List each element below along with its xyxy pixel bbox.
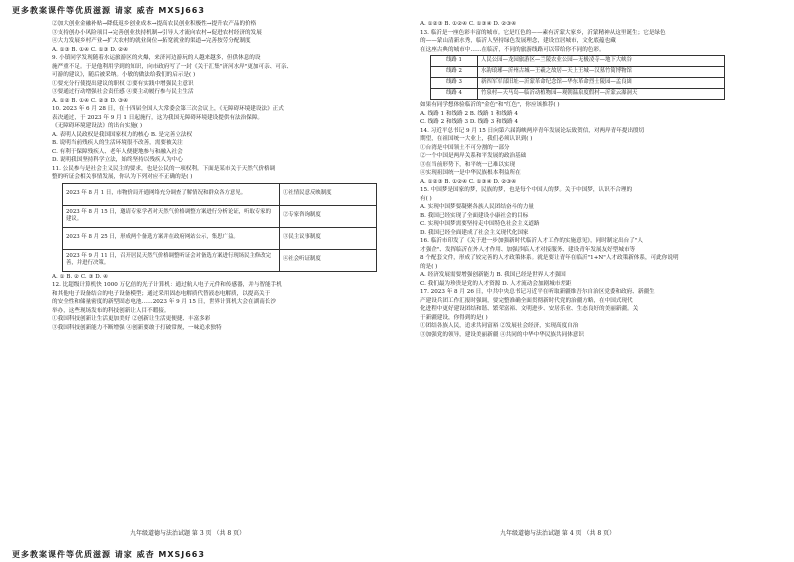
- q9-line: 9. 小镇同学发现随着水运旅游区的火爆，来济河边游玩的人越来越多，但供休息的设: [52, 55, 261, 61]
- q11-line: 11. 公民参与是社会主义民主的要求，也是公民的一项权利。下面是某市关于天然气价格调: [52, 165, 276, 172]
- table-cell: 2023 年 8 月 1 日，市物价局开通网络充分调查了解情况和群众各方意见。: [63, 183, 280, 205]
- q17-line: 于新疆建设，你得到的是( ): [420, 314, 488, 321]
- table-cell: 新四军军部旧址—沂蒙革命纪念馆—华东革命烈士陵园—孟良崮: [478, 78, 725, 89]
- question-8-block: [52, 20, 402, 54]
- question-17-block: [420, 288, 770, 339]
- question-9-block: [52, 54, 402, 105]
- question-15-block: [420, 186, 770, 237]
- q9-options: A. ①② B. ①④ C. ②③ D. ③④: [52, 97, 129, 104]
- table-row: [431, 78, 725, 89]
- table-cell: ②专家咨询制度: [280, 205, 377, 227]
- q8-line: ④大力发展乡村产业→扩大农村的就业岗位→拓宽就业的渠道→完善按劳分配制度: [52, 38, 251, 44]
- q9-line: 施严重不足。于是他利用学到的知识，向市政府写了一封《关于汇集"济河水岸"更加可亲、可亲、: [52, 63, 293, 70]
- q12-line: ③我国科技创新能力不断增强 ④创新要敢于打破常规，一味追求独特: [52, 324, 222, 331]
- q10-option: A. 表明人民政权是我国国家权力的核心 B. 是完善立法权: [52, 131, 193, 138]
- q10-line: 10. 2023 年 6 月 28 日，在十四届全国人大常委会第三次会议上，《无障碍环境建设法》正式: [52, 106, 284, 112]
- q14-line: 期望，在祖国统一大业上，我们必须认识到( ): [420, 136, 533, 142]
- table-row: [63, 227, 377, 249]
- q14-line: 14. 习近平总书记 9 月 15 日向第六届海峡两岸青年发展论坛致贺信，对两岸青年提出殷切: [420, 127, 645, 134]
- q17-line: 产建设兵团工作汇报时强调，要完整准确全面贯彻新时代党的治疆方略，在中国式现代: [420, 297, 633, 304]
- q10-line: 表决通过，于 2023 年 9 月 1 日起施行，这为我国无障碍环境建设提供有法治保障。: [52, 114, 264, 121]
- table-cell: 人民公园—龙园旅游区—兰陵农业公园—无极凌寺—地下大峡谷: [478, 56, 725, 67]
- q12-line: 的安全性和储量密度的新型固态电池……2023 年 9 月 15 日，世界计算机大会在湖南长沙: [52, 299, 276, 305]
- q17-line: 化进程中更好建设团结和谐、繁荣富裕、文明进步、安居乐业、生态良好的美丽新疆。关: [420, 306, 639, 312]
- table-row: [63, 183, 377, 205]
- table-cell: 2023 年 8 月 25 日，形成两个备选方案并在政府网站公示，集思广益。: [63, 227, 280, 249]
- q12-line: 12. 比超级计算机快 1000 万亿倍的光子计算机：通过航人电子元件和传感器，并与智能手机: [52, 282, 282, 288]
- q14-line: ③在当前形势下，和平统一已难以实现: [420, 161, 516, 168]
- question-14-block: [420, 127, 770, 187]
- page-footer-left: 九年级道德与法治试题 第 3 页 （共 8 页）: [130, 530, 246, 537]
- q16-line: 8 个配套文件，形成了较完善的人才政策体系。就是要让青年在临沂"1+N"人才政策新体系，可此你说明: [420, 255, 679, 261]
- q13-line: 的——蒙山清新水秀，临沂人坚持绿色发展理念，建设宜居城市，文化底蕴也藏: [420, 38, 616, 44]
- q11-table: [62, 183, 377, 272]
- question-16-block: [420, 237, 770, 288]
- bottom-banner: 更多教案课件等优质滋源 请家 威杳 MXSJ663: [12, 550, 205, 559]
- table-cell: 线路 4: [431, 89, 478, 100]
- table-cell: ①社情民意反映制度: [280, 183, 377, 205]
- q16-line: 的是( ): [420, 263, 438, 270]
- table-cell: ③民主议事制度: [280, 227, 377, 249]
- q16-line: 16. 临沂市印发了《关于进一步加强新时代临沂人才工作的实施意见》，同时制定出台了"人: [420, 238, 644, 244]
- q16-option: A. 经济发展需要增强创新能力 B. 我国已经是世界人才强国: [420, 272, 566, 278]
- table-row: [63, 205, 377, 227]
- table-cell: 线路 1: [431, 56, 478, 67]
- q13-table: [430, 55, 725, 100]
- q9-line: 可游的建议》，随后被采纳。小敏的做法给我们的启示是( ): [52, 72, 196, 78]
- q10-option: B. 说明当前残疾人的生活环境很不改善，需要被关注: [52, 140, 183, 146]
- q12-line: 和其他电子设备结合的电子设备模型；通过采用固态电解质代替液态电解质，以提高关于: [52, 290, 271, 297]
- q11-options: A. ① B. ② C. ③ D. ④: [52, 273, 109, 280]
- table-cell: 2023 年 9 月 11 日，召开居民天然气价格调整听证会对备选方案进行现场民主修改完善，并进行决策。: [63, 249, 280, 271]
- q8-options: A. ①③ B. ①④ C. ①③ D. ②④: [52, 46, 129, 53]
- table-cell: 竹泉村—天马岛—临沂动植物园—观朝温泉度假村—沂蒙云瀑洞天: [478, 89, 725, 100]
- q8-line: ③支持创办小风险项目→完善创业扶持机制→引导人才流向农村→促进农村经济的发展: [52, 29, 262, 36]
- q13-line: 如果有同学想体验临沂的"金色"和"红色"，你应该推荐( ): [420, 102, 560, 108]
- table-cell: 线路 2: [431, 67, 478, 78]
- q15-option: B. 我国已经实现了全面建设小康社会的目标: [420, 212, 529, 219]
- q13-line: 在这座古典的城市中……在临沂，不同的旅游线路可以带给你不同的色彩。: [420, 46, 605, 53]
- q13-option: A. 线路 1 和线路 2 B. 线路 1 和线路 4: [420, 110, 518, 117]
- q14-line: ①台湾是中国领土不可分割的一部分: [420, 144, 510, 151]
- q14-options: A. ①②③ B. ①②④ C. ①③④ D. ②③④: [420, 178, 517, 185]
- q17-line: 17. 2023 年 8 月 26 日，中共中央总书记习近平在听取新疆维吾尔自治区党委和政府、新疆生: [420, 289, 655, 295]
- q9-line: ①要充分行使提出建议的职权 ②要有实践中增强民主意识: [52, 80, 194, 87]
- q8-line: ②加大创业金融补贴→降低返乡创业成本→提高农民创业积极性→提升农产品的价格: [52, 21, 257, 27]
- question-10-block: [52, 105, 402, 165]
- q12-options: A. ①②③ B. ①②④ C. ①③④ D. ②③④: [420, 21, 517, 27]
- table-row: [431, 67, 725, 78]
- table-cell: ④社会听证制度: [280, 249, 377, 271]
- q17-line: ③加强党的领导，建设美丽新疆 ④共同的中华中华民族共同体意识: [420, 331, 584, 338]
- q15-line: 15. 中国梦是国家的梦，民族的梦，也是每个中国人的梦。关于中国梦，认识不合理的: [420, 187, 633, 193]
- q10-line: 《无障碍环境建设法》的出台实施( ): [52, 123, 143, 129]
- table-cell: 水韵琅琊—沂州古城—王羲之故居—天上王城—汉墓竹简博物馆: [478, 67, 725, 78]
- page-footer-right: 九年级道德与法治试题 第 4 页 （共 8 页）: [500, 530, 616, 537]
- q11-line: 整的听证会相关事情发展，你认为下列对应不正确的是( ): [52, 174, 193, 180]
- table-cell: 2023 年 8 月 15 日，邀请专家学者对天然气价格调整方案进行分析论证，听取专家的建议。: [63, 205, 280, 227]
- question-11-block: [52, 165, 402, 282]
- q10-option: C. 有利于保障残疾人、老年人便捷地参与和融入社会: [52, 148, 183, 155]
- q15-line: 有( ): [420, 195, 432, 202]
- q14-line: ④实现祖国统一是中华民族根本利益所在: [420, 170, 521, 176]
- q17-line: ①团结各族人民，追求共同富裕 ②发展社会经济，实现高度自治: [420, 323, 579, 329]
- question-13-block: [420, 29, 770, 127]
- q16-line: 才强企"、发挥临沂在外人才作用、加强涉临人才对接服务、建设青年发展友好型城市等: [420, 246, 636, 253]
- q12-line: 举办，这些现场发布的科技创新让人目不暇接。: [52, 307, 170, 314]
- table-cell: 线路 3: [431, 78, 478, 89]
- table-row: [431, 89, 725, 100]
- q14-line: ②一个中国是两岸关系和平发展的政治基础: [420, 153, 527, 159]
- q13-option: C. 线路 2 和线路 3 D. 线路 3 和线路 4: [420, 119, 519, 125]
- q13-line: 13. 临沂是一座色彩丰富的城市。它是红色的——素有沂蒙大家乡，沂蒙精神从这里诞生；它是绿色: [420, 29, 666, 36]
- top-banner: 更多教案课件等优质滋源 请家 威杳 MXSJ663: [12, 6, 205, 15]
- table-row: [63, 249, 377, 271]
- table-row: [431, 56, 725, 67]
- left-column: [52, 20, 402, 332]
- q15-option: D. 我国已经全面建成了社会主义现代化国家: [420, 229, 529, 236]
- q15-option: C. 实现中国梦需要坚持走中国特色社会主义道路: [420, 221, 540, 227]
- q9-line: ③要通过行动增强社会责任感 ④要主动履行参与民主生活: [52, 89, 194, 95]
- q10-option: D. 说明我国坚持科学立法，始终坚持以残疾人为中心: [52, 157, 183, 163]
- question-12-block: [52, 281, 402, 332]
- q12-line: ①我国科技创新让生活更加美好 ②创新让生活更便捷、丰富多彩: [52, 316, 211, 322]
- q16-option: C. 我们最为珍贵是党的人才资源 D. 人才流动会加剧城市差距: [420, 280, 572, 287]
- right-column: [420, 20, 770, 339]
- q15-option: A. 实现中国梦要凝聚各族人民团结奋斗的力量: [420, 204, 534, 210]
